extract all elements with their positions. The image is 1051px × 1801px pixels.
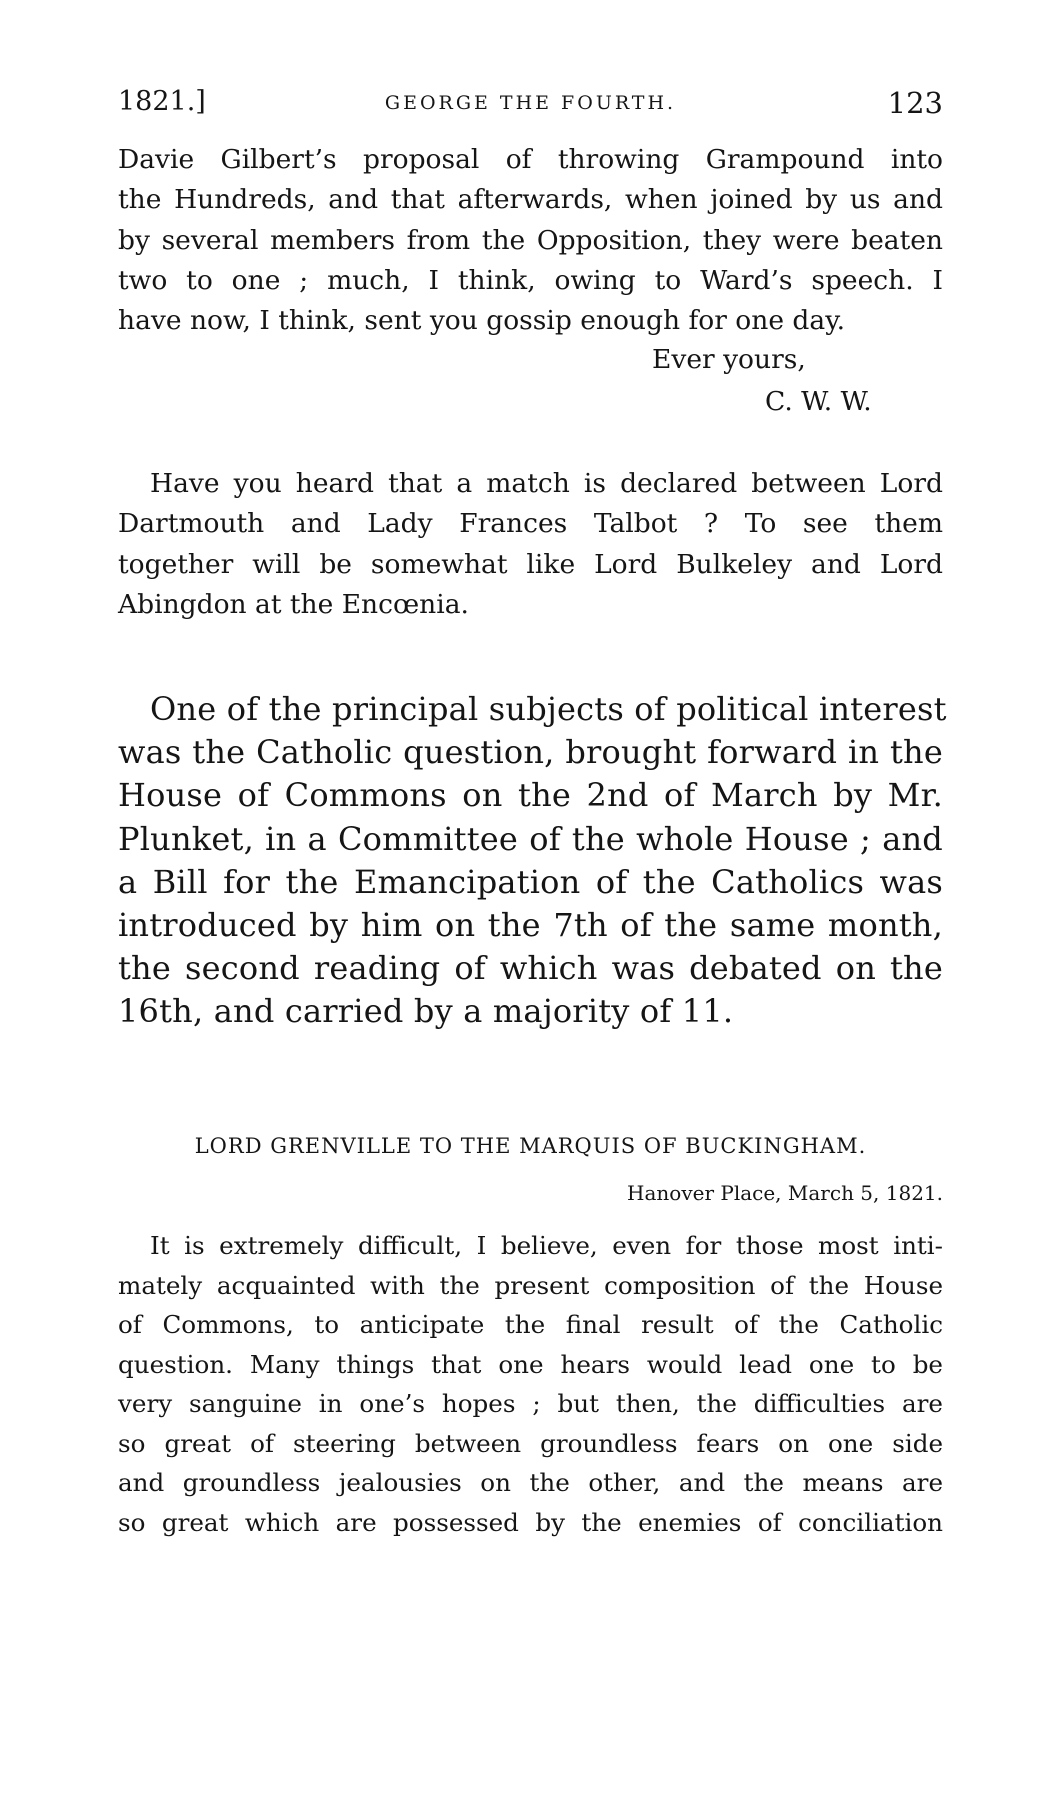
text-line: and groundless jealousies on the other, and the means are xyxy=(118,1468,943,1497)
text-line: have now, I think, sent you gossip enough for one day. xyxy=(118,305,846,337)
text-line: It is extremely difficult, I believe, even for those most inti- xyxy=(150,1231,943,1260)
running-head xyxy=(118,86,943,126)
letter2-heading: LORD GRENVILLE TO THE MARQUIS OF BUCKINGHAM. xyxy=(194,1134,867,1158)
text-line: so great of steering between groundless fears on one side xyxy=(118,1428,943,1458)
text-line: of Commons, to anticipate the final result of the Catholic xyxy=(118,1310,943,1339)
text-line: Abingdon at the Encœnia. xyxy=(118,588,469,620)
text-line: House of Commons on the 2nd of March by Mr. xyxy=(118,776,943,815)
letter2-dateline: Hanover Place, March 5, 1821. xyxy=(627,1181,943,1205)
text-line: very sanguine in one’s hopes ; but then, the difficulties are xyxy=(118,1389,943,1418)
text-line: Have you heard that a match is declared between Lord xyxy=(150,468,943,499)
letter1-signature: C. W. W. xyxy=(765,386,872,417)
letter1-paragraph xyxy=(118,140,943,341)
text-line: so great which are possessed by the enemies of conciliation xyxy=(118,1507,943,1537)
header-year: 1821.] xyxy=(118,86,206,117)
text-line: by several members from the Opposition, they were beaten xyxy=(118,224,943,256)
text-line: together will be somewhat like Lord Bulkeley and Lord xyxy=(118,548,943,580)
letter1-body xyxy=(118,140,943,341)
text-line: Davie Gilbert’s proposal of throwing Grampound into xyxy=(118,144,943,175)
text-line: question. Many things that one hears would lead one to be xyxy=(118,1349,943,1379)
text-line: two to one ; much, I think, owing to Ward’s speech. I xyxy=(118,264,943,296)
narrative xyxy=(118,688,947,1034)
text-line: introduced by him on the 7th of the same month, xyxy=(118,906,943,945)
postscript-paragraph xyxy=(118,464,943,625)
text-line: Dartmouth and Lady Frances Talbot ? To see them xyxy=(118,508,943,540)
text-line: 16th, and carried by a majority of 11. xyxy=(118,992,734,1031)
text-line: mately acquainted with the present composition of the House xyxy=(118,1270,943,1300)
letter2-paragraph xyxy=(118,1226,943,1542)
text-line: a Bill for the Emancipation of the Catholics was xyxy=(118,862,943,901)
narrative-paragraph xyxy=(118,688,947,1034)
text-line: Plunket, in a Committee of the whole House ; and xyxy=(118,819,943,858)
text-line: One of the principal subjects of political interest xyxy=(150,690,947,728)
text-line: the Hundreds, and that afterwards, when joined by us and xyxy=(118,184,943,216)
header-title: GEORGE THE FOURTH. xyxy=(384,92,677,114)
postscript xyxy=(118,464,943,625)
letter2-body xyxy=(118,1226,943,1542)
page-number: 123 xyxy=(887,86,943,120)
text-line: was the Catholic question, brought forward in the xyxy=(118,733,943,772)
letter1-closing: Ever yours, xyxy=(652,344,806,375)
text-line: the second reading of which was debated on the xyxy=(118,949,943,988)
